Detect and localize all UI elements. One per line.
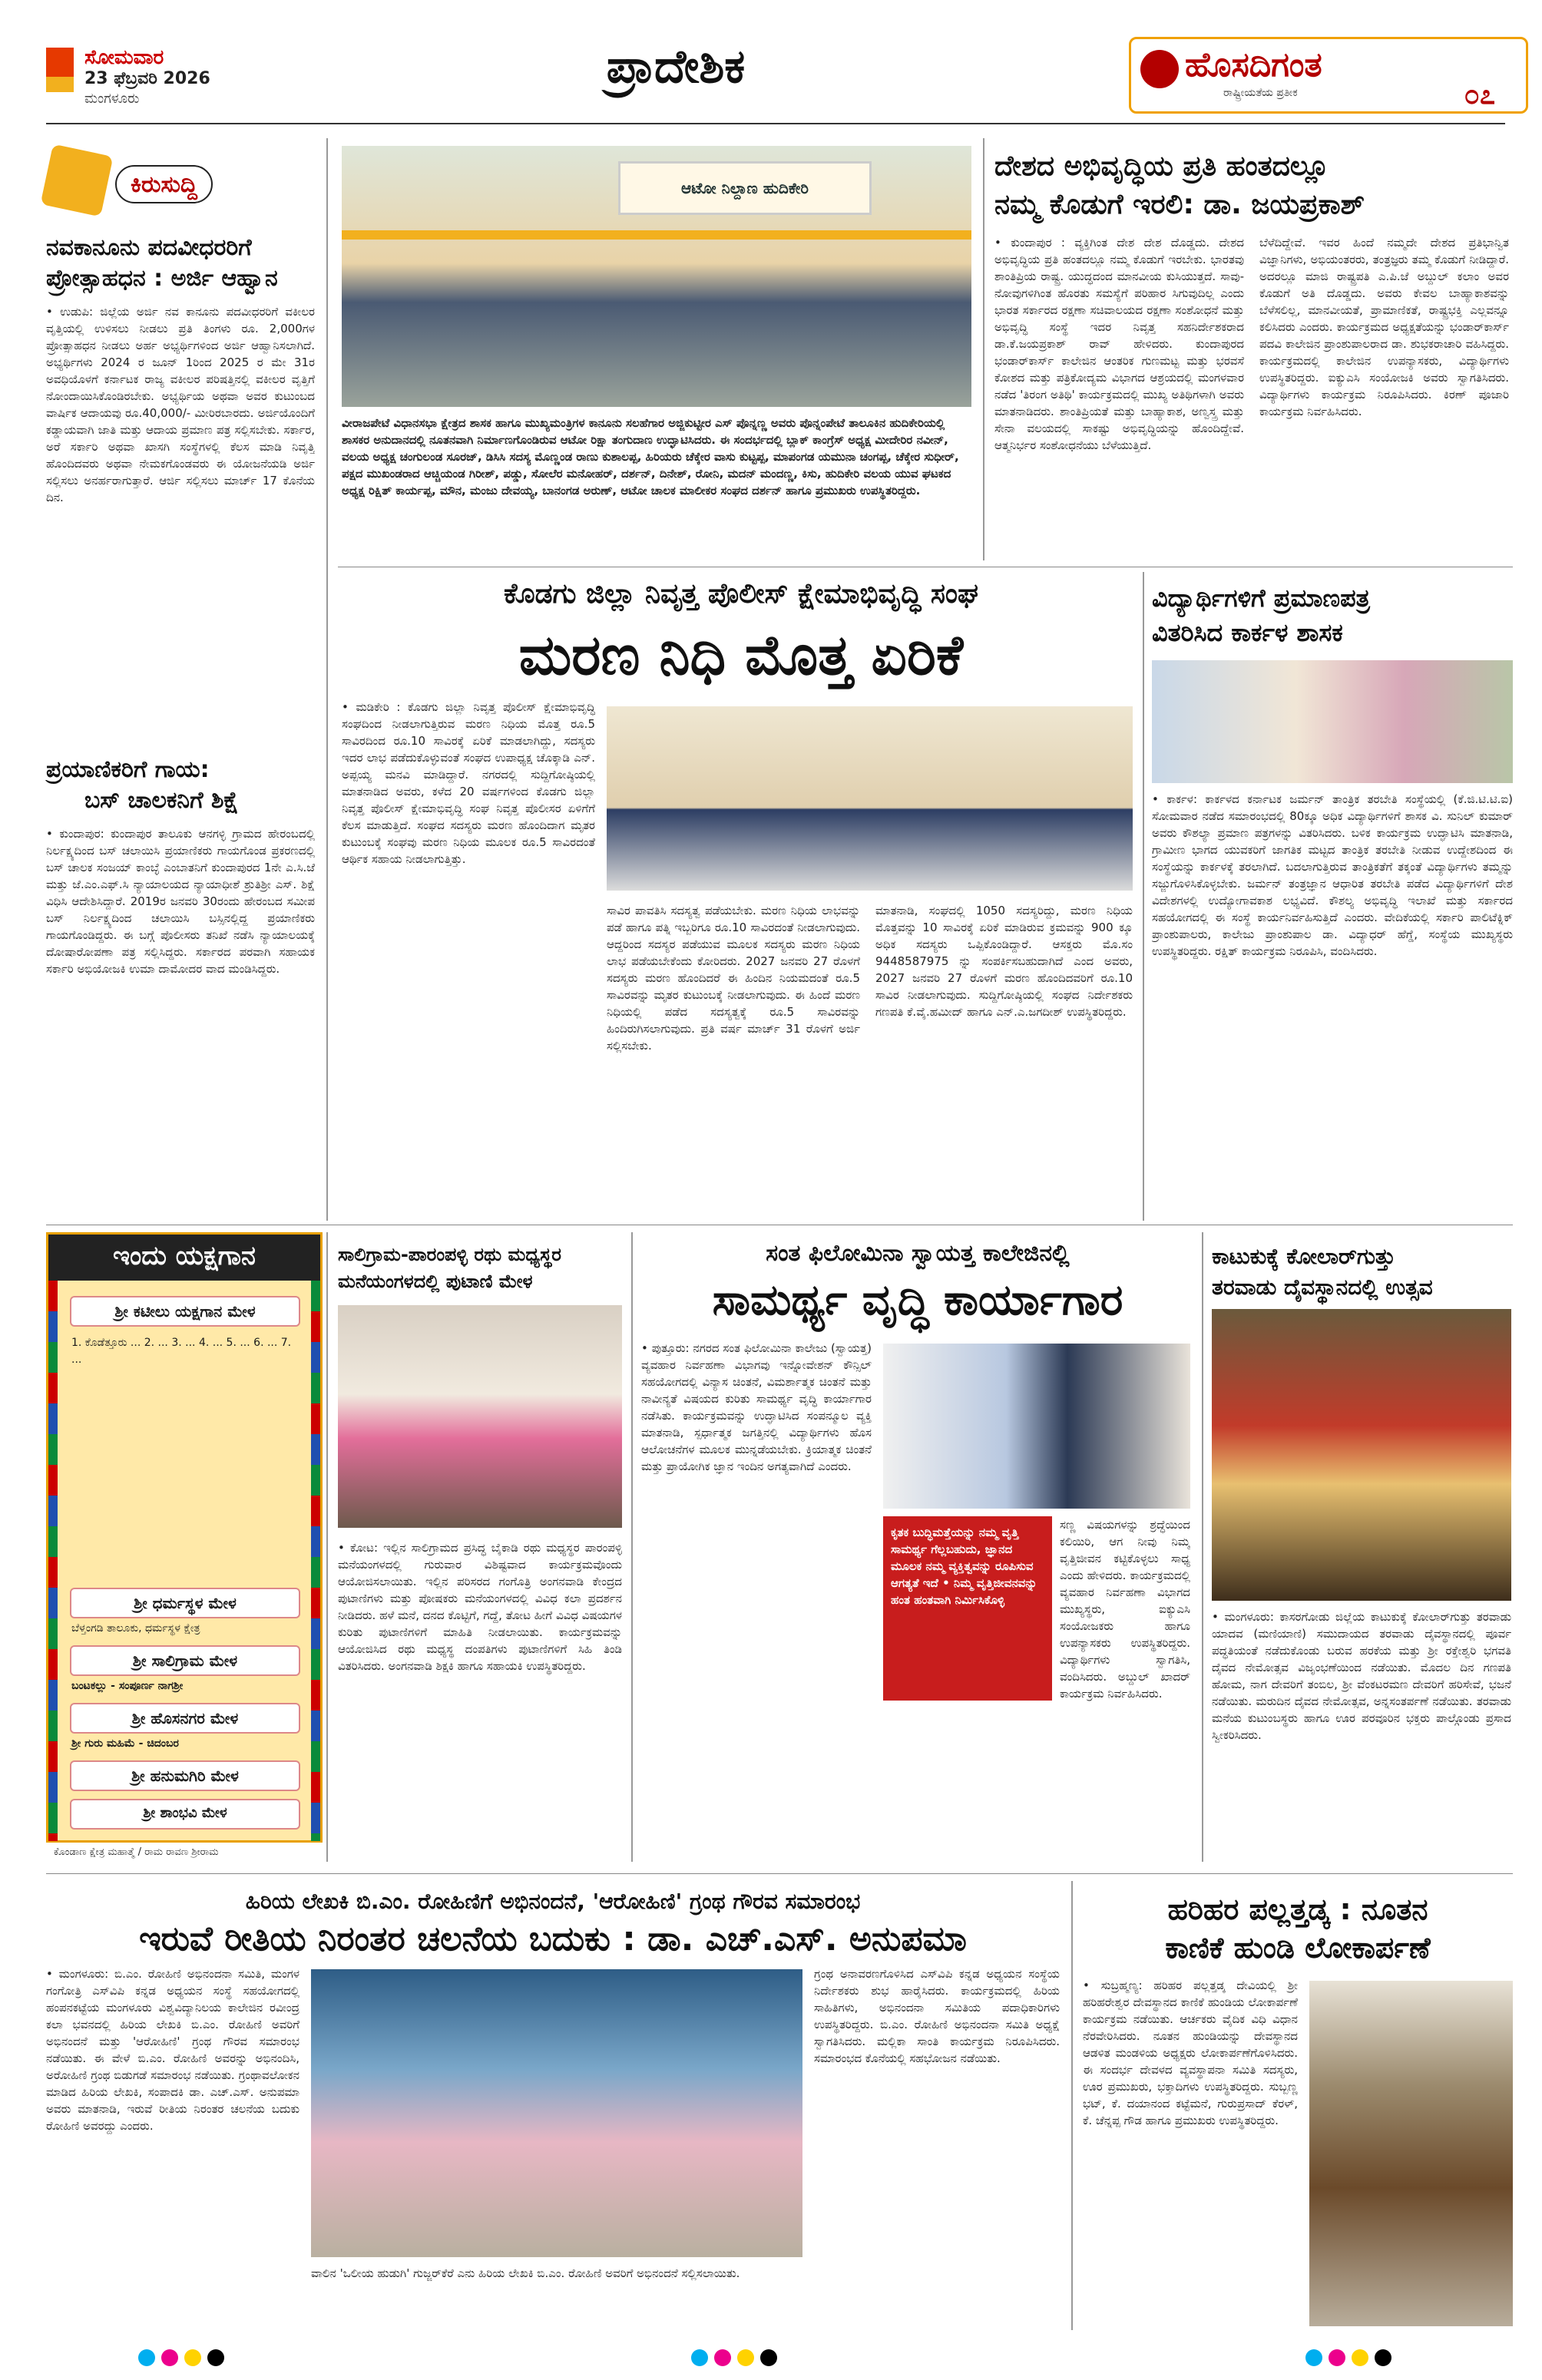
samarthya-pullquote: ಕೃತಕ ಬುದ್ಧಿಮತ್ತೆಯನ್ನು ನಮ್ಮ ವೃತ್ತಿ ಸಾಮರ್ಥ್ಯ ಗೆಲ್ಲಬಹುದು, ಜ್ಞಾನದ ಮೂಲಕ ನಮ್ಮ ವ್ಯಕ್ತಿತ್ವವನ್ನು ರೂಪಿಸುವ ಆಗತ್ಯತೆ ಇದೆ • ನಿಮ್ಮ ವೃತ್ತಿಜೀವನವನ್ನು ಹಂತ ಹಂತವಾಗಿ ನಿರ್ಮಿಸಿಕೊಳ್ಳಿ <box>883 1516 1052 1701</box>
harihara-body: • ಸುಬ್ರಹ್ಮಣ್ಯ: ಹರಿಹರ ಪಲ್ಲತ್ತಡ್ಕ ದೇವಿಯಲ್ಲಿ ಶ್ರೀ ಹರಿಹರೇಶ್ವರ ದೇವಸ್ಥಾನದ ಕಾಣಿಕೆ ಹುಂಡಿಯ ಲೋಕಾರ್ಪಣೆ ಕಾರ್ಯಕ್ರಮ ನಡೆಯಿತು. ಆರ್ಚಕರು ವೈದಿಕ ವಿಧಿ ವಿಧಾನ ನೆರವೇರಿಸಿದರು. ನೂತನ ಹುಂಡಿಯನ್ನು ದೇವಸ್ಥಾನದ ಆಡಳಿತ ಮಂಡಳಿಯ ಅಧ್ಯಕ್ಷರು ಲೋಕಾರ್ಪಣೆಗೊಳಿಸಿದರು. ಈ ಸಂದರ್ಭ ದೇವಳದ ವ್ಯವಸ್ಥಾಪನಾ ಸಮಿತಿ ಸದಸ್ಯರು, ಊರ ಪ್ರಮುಖರು, ಭಕ್ತಾದಿಗಳು ಉಪಸ್ಥಿತರಿದ್ದರು. ಸುಬ್ಬಣ್ಣ ಭಟ್, ಕೆ. ದಯಾನಂದ ಕಟ್ಟೆಮನೆ, ಗುರುಪ್ರಸಾದ್ ಕೆರಳ್, ಕೆ. ಚೆನ್ನಪ್ಪ ಗೌಡ ಹಾಗೂ ಪ್ರಮುಖರು ಉಪಸ್ಥಿತರಿದ್ದರು. <box>1083 1978 1298 2127</box>
column-rule <box>983 138 984 560</box>
kolar-body: • ಮಂಗಳೂರು: ಕಾಸರಗೋಡು ಜಿಲ್ಲೆಯ ಕಾಟುಕುಕ್ಕೆ ಕೋಲಾರ್‌ಗುತ್ತು ತರವಾಡು ಯಾದವ (ಮಣಿಯಾಣಿ) ಸಮುದಾಯದ ತರವಾಡು ದೈವಸ್ಥಾನದಲ್ಲಿ ಪೂರ್ವ ಪದ್ಧತಿಯಂತೆ ನಡೆದುಕೊಂಡು ಬರುವ ಹರಕೆಯ ಮತ್ತು ಶ್ರೀ ರಕ್ತೇಶ್ವರಿ ಭಗವತಿ ದೈವದ ನೇಮೋತ್ಸವ ವಿಜೃಂಭಣೆಯಿಂದ ನಡೆಯಿತು. ಮೊದಲ ದಿನ ಗಣಪತಿ ಹೋಮ, ನಾಗ ದೇವರಿಗೆ ತಂಬಿಲ, ಶ್ರೀ ವೆಂಕಟರಮಣ ದೇವರಿಗೆ ಹರಿಸೇವೆ, ಭಜನೆ ನಡೆಯಿತು. ಮರುದಿನ ದೈವದ ನೇಮೋತ್ಸವ, ಅನ್ನಸಂತರ್ಪಣೆ ನಡೆಯಿತು. ತರವಾಡು ಮನೆಯ ಕುಟುಂಬಸ್ಥರು ಹಾಗೂ ಊರ ಪರವೂರಿನ ಭಕ್ತರು ಪಾಲ್ಗೊಂಡು ಪ್ರಸಾದ ಸ್ವೀಕರಿಸಿದರು. <box>1212 1610 1511 1742</box>
registration-marks <box>691 2349 783 2369</box>
desha-headline-2: ನಮ್ಮ ಕೊಡುಗೆ ಇರಲಿ: ಡಾ. ಜಯಪ್ರಕಾಶ್ <box>994 189 1365 220</box>
vidya-body: • ಕಾರ್ಕಳ: ಕಾರ್ಕಳದ ಕರ್ನಾಟಕ ಜರ್ಮನ್ ತಾಂತ್ರಿಕ ತರಬೇತಿ ಸಂಸ್ಥೆಯಲ್ಲಿ (ಕೆ.ಜಿ.ಟಿ.ಟಿ.ಐ) ಸೋಮವಾರ ನಡೆದ ಸಮಾರಂಭದಲ್ಲಿ 80ಕ್ಕೂ ಅಧಿಕ ವಿದ್ಯಾರ್ಥಿಗಳಿಗೆ ಶಾಸಕ ವಿ. ಸುನಿಲ್ ಕುಮಾರ್ ಅವರು ಕೌಶಲ್ಯಾ ಪ್ರಮಾಣ ಪತ್ರಗಳನ್ನು ವಿತರಿಸಿದರು. ಬಳಿಕ ಕಾರ್ಯಕ್ರಮ ಉದ್ಘಾಟಿಸಿ ಮಾತನಾಡಿ, ಗ್ರಾಮೀಣ ಭಾಗದ ಯುವಕರಿಗೆ ಜಾಗತಿಕ ಮಟ್ಟದ ತಾಂತ್ರಿಕ ತರಬೇತಿ ನೀಡುವ ಉದ್ದೇಶದಿಂದ ಈ ಸಂಸ್ಥೆಯನ್ನು ಕಾರ್ಕಳಕ್ಕೆ ತರಲಾಗಿದೆ. ಬದಲಾಗುತ್ತಿರುವ ತಾಂತ್ರಿಕತೆಗೆ ತಕ್ಕಂತೆ ವಿದ್ಯಾರ್ಥಿಗಳು ತಮ್ಮನ್ನು ಸಜ್ಜುಗೊಳಿಸಿಕೊಳ್ಳಬೇಕು. ಜರ್ಮನ್ ತಂತ್ರಜ್ಞಾನ ಆಧಾರಿತ ತರಬೇತಿ ಪಡೆದ ವಿದ್ಯಾರ್ಥಿಗಳಿಗೆ ದೇಶ ವಿದೇಶಗಳಲ್ಲಿ ಉದ್ಯೋಗಾವಕಾಶ ಲಭ್ಯವಿದೆ. ಕೌಶಲ್ಯ ಅಭಿವೃದ್ಧಿ ಇಲಾಖೆ ಮತ್ತು ಸರ್ಕಾರದ ಸಹಯೋಗದಲ್ಲಿ ಈ ಸಂಸ್ಥೆ ಕಾರ್ಯನಿರ್ವಹಿಸುತ್ತಿದೆ ಎಂದರು. ವೇದಿಕೆಯಲ್ಲಿ ಸರ್ಕಾರಿ ಪಾಲಿಟೆಕ್ನಿಕ್ ಪ್ರಾಂಶುಪಾಲರು, ಕಾಲೇಜು ಪ್ರಾಂಶುಪಾಲ ಡಾ. ವಿದ್ಯಾಧರ್ ಹೆಗ್ಡೆ, ಸಂಸ್ಥೆಯ ಮುಖ್ಯಸ್ಥರು ಉಪಸ್ಥಿತರಿದ್ದರು. ರಕ್ಷಿತ್ ಕಾರ್ಯಕ್ರಮ ನಿರೂಪಿಸಿ, ವಂದಿಸಿದರು. <box>1152 792 1513 958</box>
marana-body-col2: ಸಾವಿರ ಪಾವತಿಸಿ ಸದಸ್ಯತ್ವ ಪಡೆಯಬೇಕು. ಮರಣ ನಿಧಿಯ ಲಾಭವನ್ನು ಪಡೆ ಹಾಗೂ ಪತ್ನಿ ಇಬ್ಬರಿಗೂ ರೂ.10 ಸಾವಿರದಂತೆ ನೀಡಲಾಗುವುದು. ಆದ್ದರಿಂದ ಸದಸ್ಯರ ಪಡೆಯುವ ಮೂಲಕ ಸದಸ್ಯರು ಮರಣ ನಿಧಿಯ ಲಾಭ ಪಡೆಯಬೇಕೆಂದು ಕೋರಿದರು. 2027 ಜನವರಿ 27 ರೊಳಗೆ ಸದಸ್ಯರು ಮರಣ ಹೊಂದಿದರೆ ಈ ಹಿಂದಿನ ನಿಯಮದಂತೆ ರೂ.5 ಸಾವಿರವನ್ನು ಮೃತರ ಕುಟುಂಬಕ್ಕೆ ನೀಡಲಾಗುವುದು. ಈ ಹಿಂದೆ ಮರಣ ನಿಧಿಯಲ್ಲಿ ಪಡೆದ ಸದಸ್ಯತ್ವಕ್ಕೆ ರೂ.5 ಸಾವಿರವನ್ನು ಹಿಂದಿರುಗಿಸಲಾಗುವುದು. ಪ್ರತಿ ವರ್ಷ ಮಾರ್ಚ್ 31 ರೊಳಗೆ ಅರ್ಜಿ ಸಲ್ಲಿಸಬೇಕು. <box>607 904 860 1053</box>
book-release-photo <box>311 1969 802 2257</box>
desha-body-col1: • ಕುಂದಾಪುರ : ವ್ಯಕ್ತಿಗಿಂತ ದೇಶ ದೇಶ ದೊಡ್ಡದು. ದೇಶದ ಅಭಿವೃದ್ಧಿಯ ಪ್ರತಿ ಹಂತದಲ್ಲೂ ನಮ್ಮ ಕೊಡುಗೆ ಇರಬೇಕು. ಭಾರತವು ಶಾಂತಿಪ್ರಿಯ ರಾಷ್ಟ್ರ. ಯುದ್ಧದಂದ ಮಾನವೀಯ ಕುಸಿಯುತ್ತದೆ. ಸಾವು-ನೋವುಗಳಿಗಿಂತ ಹೊರತು ಸಮಸ್ಯೆಗೆ ಪರಿಹಾರ ಸಿಗುವುದಿಲ್ಲ ಎಂದು ಭಾರತ ಸರ್ಕಾರದ ರಕ್ಷಣಾ ಸಚಿವಾಲಯದ ರಕ್ಷಣಾ ಸಂಶೋಧನೆ ಮತ್ತು ಅಭಿವೃದ್ಧಿ ಸಂಸ್ಥೆ ಇದರ ನಿವೃತ್ತ ಸಹನಿರ್ದೇಶಕರಾದ ಡಾ.ಕೆ.ಜಯಪ್ರಕಾಶ್ ರಾವ್ ಹೇಳಿದರು. ಕುಂದಾಪುರದ ಭಂಡಾರ್‌ಕಾರ್ಸ್ ಕಾಲೇಜಿನ ಆಂತರಿಕ ಗುಣಮಟ್ಟ ಮತ್ತು ಭರವಸೆ ಕೋಶದ ಮತ್ತು ಪತ್ರಿಕೋದ್ಯಮ ವಿಭಾಗದ ಆಶ್ರಯದಲ್ಲಿ ಮಂಗಳವಾರ ನಡೆದ 'ತಿರಂಗ ಅತಿಥಿ' ಕಾರ್ಯಕ್ರಮದಲ್ಲಿ ಮುಖ್ಯ ಅತಿಥಿಗಳಾಗಿ ಅವರು ಮಾತನಾಡಿದರು. ಶಾಂತಿಪ್ರಿಯತೆ ಮತ್ತು ಬಾಹ್ಯಾಕಾಶ, ಅಣ್ವಸ್ತ್ರ ಮತ್ತು ಸೇನಾ ವಲಯದಲ್ಲಿ ಸಾಕಷ್ಟು ಅಭಿವೃದ್ಧಿಯನ್ನು ಹೊಂದಿದ್ದೇವೆ. ಆತ್ಮನಿರ್ಭರ ಸಂಶೋಧನೆಯು ಬೆಳೆಯುತ್ತಿದೆ. <box>994 236 1244 452</box>
mela-dharmasthala-detail: ಬೆಳ್ತಂಗಡಿ ತಾಲೂಕು, ಧರ್ಮಸ್ಥಳ ಕ್ಷೇತ್ರ <box>71 1622 200 1635</box>
column-rule <box>631 1232 633 1862</box>
mela-shambhavi-detail: ಕೊಂಡಾಣ ಕ್ಷೇತ್ರ ಮಹಾತ್ಮೆ / ರಾಮ ರಾವಣ ಶ್ರೀರಾಮ <box>54 1846 219 1858</box>
vidya-headline-2: ವಿತರಿಸಿದ ಕಾರ್ಕಳ ಶಾಸಕ <box>1152 618 1343 647</box>
kiru-body-2: • ಕುಂದಾಪುರ: ಕುಂದಾಪುರ ತಾಲೂಕು ಆನಗಳ್ಳಿ ಗ್ರಾಮದ ಹೇರಂಬದಲ್ಲಿ ನಿರ್ಲಕ್ಷ್ಯದಿಂದ ಬಸ್ ಚಲಾಯಿಸಿ ಪ್ರಯಾಣಿಕರು ಗಾಯಗೊಂಡ ಪ್ರಕರಣದಲ್ಲಿ ಬಸ್ ಚಾಲಕ ಸಂಜಯ್ ಕಾಂಬ್ಳೆ ಎಂಬಾತನಿಗೆ ಕುಂದಾಪುರದ 1ನೇ ಎ.ಸಿ.ಜೆ ಮತ್ತು ಜೆ.ಎಂ.ಎಫ್.ಸಿ ನ್ಯಾಯಾಲಯದ ನ್ಯಾಯಾಧೀಶೆ ಶ್ರುತಿಶ್ರೀ ಎಸ್. ಶಿಕ್ಷೆ ವಿಧಿಸಿ ಆದೇಶಿಸಿದ್ದಾರೆ. 2019ರ ಜನವರಿ 30ರಂದು ಹೇರಂಬದ ಸಮೀಪ ಬಸ್ ನಿರ್ಲಕ್ಷ್ಯದಿಂದ ಚಲಾಯಿಸಿ ಬಸ್ಸಿನಲ್ಲಿದ್ದ ಪ್ರಯಾಣಿಕರು ಗಾಯಗೊಂಡಿದ್ದರು. ಈ ಬಗ್ಗೆ ಪೊಲೀಸರು ತನಿಖೆ ನಡೆಸಿ ನ್ಯಾಯಾಲಯಕ್ಕೆ ದೋಷಾರೋಪಣಾ ಪತ್ರ ಸಲ್ಲಿಸಿದ್ದರು. ಸರ್ಕಾರದ ಪರವಾಗಿ ಸಹಾಯಕ ಸರ್ಕಾರಿ ಅಭಿಯೋಜಕಿ ಉಮಾ ದಾಮೋದರ ವಾದ ಮಂಡಿಸಿದ್ದರು. <box>46 827 315 976</box>
column-rule <box>1202 1232 1203 1862</box>
auto-stand-photo <box>342 146 971 407</box>
mela-shambhavi: ಶ್ರೀ ಶಾಂಭವಿ ಮೇಳ <box>70 1799 300 1830</box>
registration-marks <box>1305 2349 1398 2369</box>
rohini-kicker: ಹಿರಿಯ ಲೇಖಕಿ ಬಿ.ಎಂ. ರೋಹಿಣಿಗೆ ಅಭಿನಂದನೆ, 'ಆರೋಹಿಣಿ' ಗ್ರಂಥ ಗೌರವ ಸಮಾರಂಭ <box>245 1889 861 1914</box>
yakshagana-title: ಇಂದು ಯಕ್ಷಗಾನ <box>48 1235 320 1281</box>
right-border-pattern <box>311 1281 320 1841</box>
rohini-body-col2: ಗ್ರಂಥ ಅನಾವರಣಗೊಳಿಸಿದ ಎಸ್‌ವಿಪಿ ಕನ್ನಡ ಅಧ್ಯಯನ ಸಂಸ್ಥೆಯ ನಿರ್ದೇಶಕರು ಶುಭ ಹಾರೈಸಿದರು. ಕಾರ್ಯಕ್ರಮದಲ್ಲಿ ಹಿರಿಯ ಸಾಹಿತಿಗಳು, ಅಭಿನಂದನಾ ಸಮಿತಿಯ ಪದಾಧಿಕಾರಿಗಳು ಉಪಸ್ಥಿತರಿದ್ದರು. ಬಿ.ಎಂ. ರೋಹಿಣಿ ಅಭಿನಂದನಾ ಸಮಿತಿ ಅಧ್ಯಕ್ಷೆ ಸ್ವಾಗತಿಸಿದರು. ಮಲ್ಲಿಕಾ ಸಾಂತಿ ಕಾರ್ಯಕ್ರಮ ನಿರೂಪಿಸಿದರು. ಸಮಾರಂಭದ ಕೊನೆಯಲ್ಲಿ ಸಹಭೋಜನ ನಡೆಯಿತು. <box>814 1967 1060 2065</box>
desha-body-col2: ಬೆಳೆದಿದ್ದೇವೆ. ಇವರ ಹಿಂದೆ ನಮ್ಮದೇ ದೇಶದ ಪ್ರತಿಭಾನ್ವಿತ ವಿಜ್ಞಾನಿಗಳು, ಅಭಿಯಂತರರು, ತಂತ್ರಜ್ಞರು ತಮ್ಮ ಕೊಡುಗೆ ನೀಡಿದ್ದಾರೆ. ಅದರಲ್ಲೂ ಮಾಜಿ ರಾಷ್ಟ್ರಪತಿ ಎ.ಪಿ.ಜೆ ಅಬ್ದುಲ್ ಕಲಾಂ ಅವರ ಕೊಡುಗೆ ಅತಿ ದೊಡ್ಡದು. ಅವರು ಕೇವಲ ಬಾಹ್ಯಾಕಾಶವನ್ನು ಬೆಳೆಸಲಿಲ್ಲ, ಮಾನವೀಯತೆ, ಪ್ರಾಮಾಣಿಕತೆ, ರಾಷ್ಟ್ರಭಕ್ತಿ ಎಲ್ಲವನ್ನೂ ಕಲಿಸಿದರು ಎಂದರು. ಕಾರ್ಯಕ್ರಮದ ಅಧ್ಯಕ್ಷತೆಯನ್ನು ಭಂಡಾರ್‌ಕಾರ್ಸ್ ಪದವಿ ಕಾಲೇಜಿನ ಪ್ರಾಂಶುಪಾಲರಾದ ಡಾ. ಶುಭಕರಾಚಾರಿ ವಹಿಸಿದ್ದರು. ಕಾರ್ಯಕ್ರಮದಲ್ಲಿ ಕಾಲೇಜಿನ ಉಪನ್ಯಾಸಕರು, ವಿದ್ಯಾರ್ಥಿಗಳು ಉಪಸ್ಥಿತರಿದ್ದರು. ಐಕ್ಯುಎಸಿ ಸಂಯೋಜಕಿ ಅವರು ಸ್ವಾಗತಿಸಿದರು. ವಿದ್ಯಾರ್ಥಿಗಳು ಕಾರ್ಯಕ್ರಮ ನಿರೂಪಿಸಿದರು. ಕಿರಣ್ ಪೂಜಾರಿ ಕಾರ್ಯಕ್ರಮ ನಿರ್ವಹಿಸಿದರು. <box>1259 236 1509 418</box>
mela-saligrama-detail: ಬಂಟಕಲ್ಲು - ಸಂಪೂರ್ಣ ನಾಗಶ್ರೀ <box>71 1680 184 1692</box>
mela-hosanagara-detail: ಶ್ರೀ ಗುರು ಮಹಿಮೆ - ಚಿದಂಬರ <box>71 1737 179 1750</box>
kiru-badge <box>46 150 307 219</box>
page-number: ೦೭ <box>1464 79 1495 111</box>
logo-emblem-icon <box>1140 50 1179 88</box>
registration-marks <box>138 2349 230 2369</box>
auto-stand-caption: ವೀರಾಜಪೇಟೆ ವಿಧಾನಸಭಾ ಕ್ಷೇತ್ರದ ಶಾಸಕ ಹಾಗೂ ಮುಖ್ಯಮಂತ್ರಿಗಳ ಕಾನೂನು ಸಲಹೆಗಾರ ಅಜ್ಜಿಕುಟ್ಟೀರ ಎಸ್ ಪೊನ್ನಣ್ಣ ಅವರು ಪೊನ್ನಂಪೇಟೆ ತಾಲೂಕಿನ ಹುದಿಕೇರಿಯಲ್ಲಿ ಶಾಸಕರ ಅನುದಾನದಲ್ಲಿ ನೂತನವಾಗಿ ನಿರ್ಮಾಣಗೊಂಡಿರುವ ಆಟೋ ರಿಕ್ಷಾ ತಂಗುದಾಣ ಉದ್ಘಾಟಿಸಿದರು. ಈ ಸಂದರ್ಭದಲ್ಲಿ ಬ್ಲಾಕ್ ಕಾಂಗ್ರೆಸ್ ಅಧ್ಯಕ್ಷ ಮೀದೇರಿರ ನವೀನ್, ವಲಯ ಅಧ್ಯಕ್ಷ ಚಂಗುಲಂಡ ಸೂರಜ್, ಡಿಸಿಸಿ ಸದಸ್ಯ ಮೊಣ್ಣಂಡ ರಾಣು ಕುಶಾಲಪ್ಪ, ಹಿರಿಯರು ಚೆಕ್ಕೇರ ವಾಸು ಕುಟ್ಟಪ್ಪ, ಮಾಪಂಗಡ ಯಮುನಾ ಚಂಗಪ್ಪ, ಚೆಕ್ಕೇರ ಸುಧೀರ್, ಪಕ್ಷದ ಮುಖಂಡರಾದ ಆಚ್ಚಿಯಂಡ ಗಿರೀಶ್, ಪಡ್ಡು, ಸೋಲೆರ ಮನೋಹರ್, ದರ್ಶನ್, ದಿನೇಶ್, ರೋನಿ, ಮದನ್ ಮಂದಣ್ಣ, ಕಿಸು, ಹುದಿಕೇರಿ ವಲಯ ಯುವ ಘಟಕದ ಅಧ್ಯಕ್ಷ ರಿಕ್ಷಿತ್ ಕಾರ್ಯಪ್ಪ, ಮೌನ, ಮಂಜು ದೇವಯ್ಯ, ಬಾನಂಗಡ ಅರುಣ್, ಆಟೋ ಚಾಲಕ ಮಾಲೀಕರ ಸಂಘದ ದರ್ಶನ್ ಹಾಗೂ ಪ್ರಮುಖರು ಉಪಸ್ಥಿತರಿದ್ದರು. <box>342 416 959 497</box>
marana-body-col3: ಮಾತನಾಡಿ, ಸಂಘದಲ್ಲಿ 1050 ಸದಸ್ಯರಿದ್ದು, ಮರಣ ನಿಧಿಯ ಮೊತ್ತವನ್ನು 10 ಸಾವಿರಕ್ಕೆ ಏರಿಕೆ ಮಾಡಿರುವ ಕ್ರಮವನ್ನು 900 ಕ್ಕೂ ಅಧಿಕ ಸದಸ್ಯರು ಒಪ್ಪಿಕೊಂಡಿದ್ದಾರೆ. ಆಸಕ್ತರು ಮೊ.ಸಂ 9448587975 ನ್ನು ಸಂಪರ್ಕಿಸಬಹುದಾಗಿದೆ ಎಂದ ಅವರು, 2027 ಜನವರಿ 27 ರೊಳಗೆ ಮರಣ ಹೊಂದಿದವರಿಗೆ ರೂ.10 ಸಾವಿರ ನೀಡಲಾಗುವುದು. ಸುದ್ದಿಗೋಷ್ಠಿಯಲ್ಲಿ ಸಂಘದ ನಿರ್ದೇಶಕರು ಗಣಪತಿ ಕೆ.ವೈ.ಹಮೀದ್ ಹಾಗೂ ಎನ್.ಎ.ಜಗದೀಶ್ ಉಪಸ್ಥಿತರಿದ್ದರು. <box>875 904 1133 1019</box>
header-day: ಸೋಮವಾರ <box>84 46 164 69</box>
saligrama-headline-2: ಮನೆಯಂಗಳದಲ್ಲಿ ಪುಟಾಣಿ ಮೇಳ <box>338 1271 533 1292</box>
section-rule <box>46 1873 1513 1874</box>
column-rule <box>1071 1881 1073 2330</box>
marigold-garland <box>342 230 971 240</box>
samarthya-kicker: ಸಂತ ಫಿಲೋಮಿನಾ ಸ್ವಾಯತ್ತ ಕಾಲೇಜಿನಲ್ಲಿ <box>766 1240 1070 1267</box>
rohini-body-col1: • ಮಂಗಳೂರು: ಬಿ.ಎಂ. ರೋಹಿಣಿ ಅಭಿನಂದನಾ ಸಮಿತಿ, ಮಂಗಳ ಗಂಗೋತ್ರಿ ಎಸ್‌ವಿಪಿ ಕನ್ನಡ ಅಧ್ಯಯನ ಸಂಸ್ಥೆ ಸಹಯೋಗದಲ್ಲಿ ಹಂಪನಕಟ್ಟೆಯ ಮಂಗಳೂರು ವಿಶ್ವವಿದ್ಯಾನಿಲಯ ಕಾಲೇಜಿನ ರವೀಂದ್ರ ಕಲಾ ಭವನದಲ್ಲಿ ಹಿರಿಯ ಲೇಖಕಿ ಬಿ.ಎಂ. ರೋಹಿಣಿ ಅವರಿಗೆ ಅಭಿನಂದನೆ ಮತ್ತು 'ಆರೋಹಿಣಿ' ಗ್ರಂಥ ಗೌರವ ಸಮಾರಂಭ ನಡೆಯಿತು. ಈ ವೇಳೆ ಬಿ.ಎಂ. ರೋಹಿಣಿ ಅವರನ್ನು ಅಭಿನಂದಿಸಿ, ಅರೋಹಿಣಿ ಗ್ರಂಥ ಬಿಡುಗಡೆ ಸಮಾರಂಭ ನಡೆಯಿತು. ಗ್ರಂಥಾವಲೋಕನ ಮಾಡಿದ ಹಿರಿಯ ಲೇಖಕಿ, ಸಂಪಾದಕಿ ಡಾ. ಎಚ್.ಎಸ್. ಅನುಪಮಾ ಅವರು ಮಾತನಾಡಿ, ಇರುವೆ ರೀತಿಯ ನಿರಂತರ ಚಲನೆಯ ಬದುಕು ರೋಹಿಣಿ ಅವರದ್ದು ಎಂದರು. <box>46 1967 299 2133</box>
column-rule <box>1143 572 1144 1221</box>
kiru-headline-1: ನವಕಾನೂನು ಪದವೀಧರರಿಗೆ <box>46 234 252 261</box>
mela-katil: ಶ್ರೀ ಕಟೀಲು ಯಕ್ಷಗಾನ ಮೇಳ <box>70 1296 300 1327</box>
certificate-ceremony-photo <box>1152 660 1513 783</box>
marana-body-col1: • ಮಡಿಕೇರಿ : ಕೊಡಗು ಜಿಲ್ಲಾ ನಿವೃತ್ತ ಪೊಲೀಸ್ ಕ್ಷೇಮಾಭಿವೃದ್ಧಿ ಸಂಘದಿಂದ ನೀಡಲಾಗುತ್ತಿರುವ ಮರಣ ನಿಧಿಯ ಮೊತ್ತ ರೂ.5 ಸಾವಿರದಿಂದ ರೂ.10 ಸಾವಿರಕ್ಕೆ ಏರಿಕೆ ಮಾಡಲಾಗಿದ್ದು, ಸದಸ್ಯರು ಇದರ ಲಾಭ ಪಡೆದುಕೊಳ್ಳುವಂತೆ ಸಂಘದ ಉಪಾಧ್ಯಕ್ಷ ಚೊಕ್ಕಾಡಿ ಎನ್. ಅಪ್ಪಯ್ಯ ಮನವಿ ಮಾಡಿದ್ದಾರೆ. ನಗರದಲ್ಲಿ ಸುದ್ದಿಗೋಷ್ಠಿಯಲ್ಲಿ ಮಾತನಾಡಿದ ಅವರು, ಕಳೆದ 20 ವರ್ಷಗಳಿಂದ ಕೊಡಗು ಜಿಲ್ಲಾ ನಿವೃತ್ತ ಪೊಲೀಸ್ ಕ್ಷೇಮಾಭಿವೃದ್ಧಿ ಸಂಘ ನಿವೃತ್ತ ಪೊಲೀಸರ ಏಳಿಗೆಗೆ ಕೆಲಸ ಮಾಡುತ್ತಿದೆ. ಸಂಘದ ಸದಸ್ಯರು ಮರಣ ಹೊಂದಿದಾಗ ಮೃತರ ಕುಟುಂಬಕ್ಕೆ ಸಂಘವು ಮರಣ ನಿಧಿಯ ಮೂಲಕ ರೂ.5 ಸಾವಿರದಂತೆ ಆರ್ಥಿಕ ಸಹಾಯ ನೀಡಲಾಗುತ್ತಿತ್ತು. <box>342 700 595 866</box>
section-title: ಪ್ರಾದೇಶಿಕ <box>606 40 746 94</box>
marana-headline: ಮರಣ ನಿಧಿ ಮೊತ್ತ ಏರಿಕೆ <box>518 623 964 687</box>
saligrama-headline-1: ಸಾಲಿಗ್ರಾಮ-ಪಾರಂಪಳ್ಳಿ ರಥು ಮಧ್ಯಸ್ಥರ <box>338 1244 562 1265</box>
yakshagana-box <box>46 1232 323 1843</box>
harihara-headline-2: ಕಾಣಿಕೆ ಹುಂಡಿ ಲೋಕಾರ್ಪಣೆ <box>1165 1931 1431 1965</box>
samarthya-body-col1: • ಪುತ್ತೂರು: ನಗರದ ಸಂತ ಫಿಲೋಮಿನಾ ಕಾಲೇಜು (ಸ್ವಾಯತ್ತ) ವ್ಯವಹಾರ ನಿರ್ವಹಣಾ ವಿಭಾಗವು ಇನ್ನೋವೇಶನ್ ಕೌನ್ಸಿಲ್ ಸಹಯೋಗದಲ್ಲಿ ವಿನ್ಯಾಸ ಚಿಂತನೆ, ವಿಮರ್ಶಾತ್ಮಕ ಚಿಂತನೆ ಮತ್ತು ನಾವೀನ್ಯತೆ ವಿಷಯದ ಕುರಿತು ಸಾಮರ್ಥ್ಯ ವೃದ್ಧಿ ಕಾರ್ಯಾಗಾರ ನಡೆಸಿತು. ಕಾರ್ಯಕ್ರಮವನ್ನು ಉದ್ಘಾಟಿಸಿದ ಸಂಪನ್ಮೂಲ ವ್ಯಕ್ತಿ ಮಾತನಾಡಿ, ಸ್ಪರ್ಧಾತ್ಮಕ ಜಗತ್ತಿನಲ್ಲಿ ವಿದ್ಯಾರ್ಥಿಗಳು ಹೊಸ ಆಲೋಚನೆಗಳ ಮೂಲಕ ಮುನ್ನಡೆಯಬೇಕು. ಕ್ರಿಯಾತ್ಮಕ ಚಿಂತನೆ ಮತ್ತು ಪ್ರಾಯೋಗಿಕ ಜ್ಞಾನ ಇಂದಿನ ಅಗತ್ಯವಾಗಿದೆ ಎಂದರು. <box>641 1341 872 1473</box>
header-rule <box>46 123 1505 124</box>
theyyam-photo <box>1212 1309 1511 1601</box>
left-border-pattern <box>48 1281 58 1841</box>
kolar-headline-2: ತರವಾಡು ದೈವಸ್ಥಾನದಲ್ಲಿ ಉತ್ಸವ <box>1212 1274 1433 1300</box>
hundi-photo <box>1309 1981 1513 2326</box>
kolar-headline-1: ಕಾಟುಕುಕ್ಕೆ ಕೋಲಾರ್‌ಗುತ್ತು <box>1212 1244 1396 1269</box>
harihara-headline-1: ಹರಿಹರ ಪಲ್ಲತ್ತಡ್ಕ : ನೂತನ <box>1167 1892 1428 1926</box>
vidya-headline-1: ವಿದ್ಯಾರ್ಥಿಗಳಿಗೆ ಪ್ರಮಾಣಪತ್ರ <box>1152 583 1370 613</box>
mela-saligrama: ಶ್ರೀ ಸಾಲಿಗ್ರಾಮ ಮೇಳ <box>70 1645 300 1676</box>
press-meet-photo <box>607 706 1133 891</box>
saligrama-body: • ಕೋಟ: ಇಲ್ಲಿನ ಸಾಲಿಗ್ರಾಮದ ಪ್ರಸಿದ್ಧ ಬೈಕಾಡಿ ರಥು ಮಧ್ಯಸ್ಥರ ಪಾರಂಪಳ್ಳಿ ಮನೆಯಂಗಳದಲ್ಲಿ ಗುರುವಾರ ವಿಶಿಷ್ಟವಾದ ಕಾರ್ಯಕ್ರಮವೊಂದು ಆಯೋಜಿಸಲಾಯಿತು. ಇಲ್ಲಿನ ಪರಿಸರದ ಗಂಗೊತ್ರಿ ಅಂಗನವಾಡಿ ಕೇಂದ್ರದ ಪುಟಾಣಿಗಳು ಮತ್ತು ಪೋಷಕರು ಮನೆಯಂಗಳದಲ್ಲಿ ವಿವಿಧ ಕಲಾ ಪ್ರದರ್ಶನ ನೀಡಿದರು. ಹಳೆ ಮನೆ, ದನದ ಕೊಟ್ಟಿಗೆ, ಗದ್ದೆ, ತೋಟ ಹೀಗೆ ವಿವಿಧ ವಿಷಯಗಳ ಕುರಿತು ಪುಟಾಣಿಗಳಿಗೆ ಮಾಹಿತಿ ನೀಡಲಾಯಿತು. ಕಾರ್ಯಕ್ರಮವನ್ನು ಆಯೋಜಿಸಿದ ರಥು ಮಧ್ಯಸ್ಥ ದಂಪತಿಗಳು ಪುಟಾಣಿಗಳಿಗೆ ಸಿಹಿ ತಿಂಡಿ ವಿತರಿಸಿದರು. ಅಂಗನವಾಡಿ ಶಿಕ್ಷಕಿ ಹಾಗೂ ಸಹಾಯಕಿ ಉಪಸ್ಥಿತರಿದ್ದರು. <box>338 1541 622 1673</box>
column-rule <box>326 138 328 1221</box>
header-mark-accent <box>46 77 74 92</box>
kiru-headline-4: ಬಸ್ ಚಾಲಕನಿಗೆ ಶಿಕ್ಷೆ <box>84 787 239 814</box>
header-date: 23 ಫೆಬ್ರವರಿ 2026 <box>84 69 210 88</box>
workshop-photo <box>883 1344 1190 1509</box>
mela-hosanagara: ಶ್ರೀ ಹೊಸನಗರ ಮೇಳ <box>70 1703 300 1734</box>
auto-stand-sign: ಆಟೋ ನಿಲ್ದಾಣ ಹುದಿಕೇರಿ <box>618 161 872 215</box>
kiru-body-1: • ಉಡುಪಿ: ಜಿಲ್ಲೆಯ ಅರ್ಜಿ ನವ ಕಾನೂನು ಪದವೀಧರರಿಗೆ ವಕೀಲರ ವೃತ್ತಿಯಲ್ಲಿ ಉಳಿಸಲು ನೀಡಲು ಪ್ರತಿ ತಿಂಗಳು ರೂ. 2,000ಗಳ ಪ್ರೋತ್ಸಾಹಧನ ನೀಡಲು ಅರ್ಹ ಅಭ್ಯರ್ಥಿಗಳಿಂದ ಅರ್ಜಿ ಆಹ್ವಾನಿಸಲಾಗಿದೆ. ಅಭ್ಯರ್ಥಿಗಳು 2024 ರ ಜೂನ್ 1ರಿಂದ 2025 ರ ಮೇ 31ರ ಅವಧಿಯೊಳಗೆ ಕರ್ನಾಟಕ ರಾಜ್ಯ ವಕೀಲರ ಪರಿಷತ್ತಿನಲ್ಲಿ ವಕೀಲರ ವೃತ್ತಿಗೆ ನೋಂದಾಯಿಸಿಕೊಂಡಿರಬೇಕು. ಅಭ್ಯರ್ಥಿಯ ಅಥವಾ ಅವರ ಕುಟುಂಬದ ವಾರ್ಷಿಕ ಆದಾಯವು ರೂ.40,000/- ಮೀರಿರಬಾರದು. ಅರ್ಜಿಯೊಂದಿಗೆ ಕಡ್ಡಾಯವಾಗಿ ಜಾತಿ ಮತ್ತು ಆದಾಯ ಪ್ರಮಾಣ ಪತ್ರ ಸಲ್ಲಿಸಬೇಕು. ಸರ್ಕಾರ, ಅರೆ ಸರ್ಕಾರಿ ಅಥವಾ ಖಾಸಗಿ ಸಂಸ್ಥೆಗಳಲ್ಲಿ ಕೆಲಸ ಮಾಡಿ ನಿವೃತ್ತಿ ಹೊಂದಿದವರು ಅಥವಾ ನೇಮಕಗೊಂಡವರು ಈ ಯೋಜನೆಯಡಿ ಅರ್ಜಿ ಸಲ್ಲಿಸಲು ಅನರ್ಹರಾಗುತ್ತಾರೆ. ಆರ್ಜಿ ಸಲ್ಲಿಸಲು ಮಾರ್ಚ್ 17 ಕೊನೆಯ ದಿನ. <box>46 305 315 504</box>
samarthya-headline: ಸಾಮರ್ಥ್ಯ ವೃದ್ಧಿ ಕಾರ್ಯಾಗಾರ <box>712 1275 1123 1325</box>
header-city: ಮಂಗಳೂರು <box>84 91 140 107</box>
samarthya-body-col2: ಸಣ್ಣ ವಿಷಯಗಳನ್ನು ಶ್ರದ್ಧೆಯಿಂದ ಕಲಿಯಿರಿ, ಆಗ ನೀವು ನಿಮ್ಮ ವೃತ್ತಿಜೀವನ ಕಟ್ಟಿಕೊಳ್ಳಲು ಸಾಧ್ಯ ಎಂದು ಹೇಳಿದರು. ಕಾರ್ಯಕ್ರಮದಲ್ಲಿ ವ್ಯವಹಾರ ನಿರ್ವಹಣಾ ವಿಭಾಗದ ಮುಖ್ಯಸ್ಥರು, ಐಕ್ಯುಎಸಿ ಸಂಯೋಜಕರು ಹಾಗೂ ಉಪನ್ಯಾಸಕರು ಉಪಸ್ಥಿತರಿದ್ದರು. ವಿದ್ಯಾರ್ಥಿಗಳು ಸ್ವಾಗತಿಸಿ, ವಂದಿಸಿದರು. ಅಬ್ದುಲ್ ಖಾದರ್ ಕಾರ್ಯಕ್ರಮ ನಿರ್ವಹಿಸಿದರು. <box>1060 1518 1190 1701</box>
mela-dharmasthala: ಶ್ರೀ ಧರ್ಮಸ್ಥಳ ಮೇಳ <box>70 1588 300 1618</box>
rohini-caption: ವಾಲಿನ 'ಒಲೀಯ ಹುಡುಗಿ' ಗುಜ್ಜರ್‌ಕೆರೆ ಎನು ಹಿರಿಯ ಲೇಖಕಿ ಬಿ.ಎಂ. ರೋಹಿಣಿ ಅವರಿಗೆ ಅಭಿನಂದನೆ ಸಲ್ಲಿಸಲಾಯಿತು. <box>311 2266 740 2280</box>
brand-tagline: ರಾಷ್ಟ್ರೀಯತೆಯ ಪ್ರತೀಕ <box>1223 87 1298 99</box>
desha-headline-1: ದೇಶದ ಅಭಿವೃದ್ಧಿಯ ಪ್ರತಿ ಹಂತದಲ್ಲೂ <box>994 150 1329 182</box>
brand-name: ಹೊಸದಿಗಂತ <box>1185 45 1322 84</box>
marana-kicker: ಕೊಡಗು ಜಿಲ್ಲಾ ನಿವೃತ್ತ ಪೊಲೀಸ್ ಕ್ಷೇಮಾಭಿವೃದ್ಧಿ ಸಂಘ <box>503 578 979 610</box>
masthead-logo <box>1129 37 1528 114</box>
anganwadi-children-photo <box>338 1305 622 1528</box>
rohini-headline: ಇರುವೆ ರೀತಿಯ ನಿರಂತರ ಚಲನೆಯ ಬದುಕು : ಡಾ. ಎಚ್.ಎಸ್. ಅನುಪಮಾ <box>139 1919 967 1959</box>
hand-icon <box>41 144 114 217</box>
kiru-headline-3: ಪ್ರಯಾಣಿಕರಿಗೆ ಗಾಯ: <box>46 756 210 783</box>
mela-katil-list: 1. ಕೊಡೆತ್ತೂರು ... 2. ... 3. ... 4. ... 5. ... 6. ... 7. ... <box>71 1337 292 1366</box>
mela-hanumagiri: ಶ್ರೀ ಹನುಮಗಿರಿ ಮೇಳ <box>70 1760 300 1791</box>
kiru-headline-2: ಪ್ರೋತ್ಸಾಹಧನ : ಅರ್ಜಿ ಆಹ್ವಾನ <box>46 265 278 292</box>
column-rule <box>326 1232 328 1862</box>
kiru-label: ಕಿರುಸುದ್ದಿ <box>115 165 213 203</box>
